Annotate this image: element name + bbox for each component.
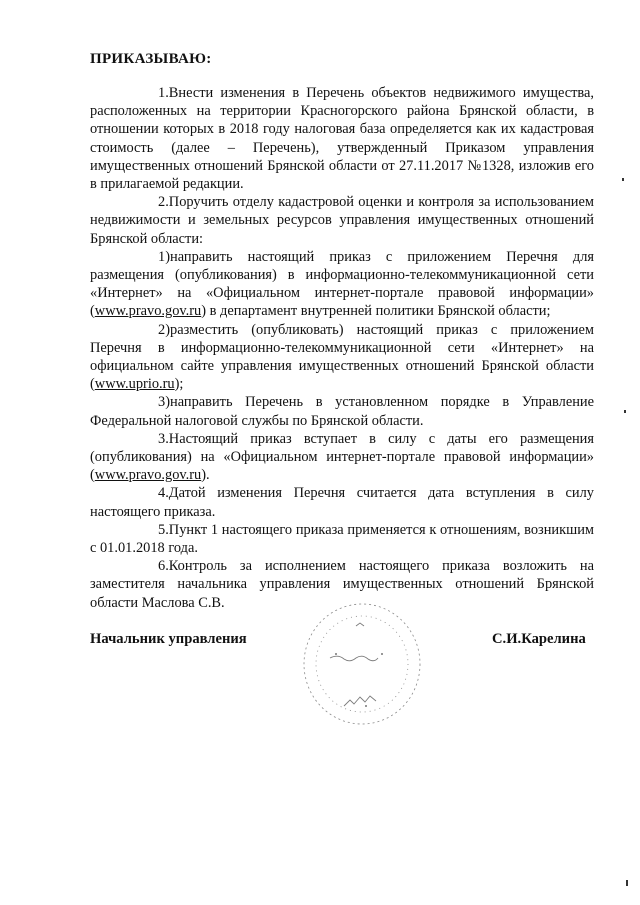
item-text: );	[174, 376, 184, 393]
item-text: Поручить отделу кадастровой оценки и контроля за использованием недвижимости и земельных ресурсов управления имущественных отношений Брянской области:	[90, 194, 594, 247]
order-heading: ПРИКАЗЫВАЮ:	[90, 51, 212, 67]
order-body	[90, 84, 594, 612]
item-text: направить Перечень в установленном порядке в Управление Федеральной налоговой службы по Брянской области.	[90, 394, 594, 429]
item-number: 3)	[158, 394, 170, 411]
order-item	[90, 521, 594, 557]
item-text: Внести изменения в Перечень объектов недвижимого имущества, расположенных на территории Красногорского района Брянской области, в отношении которых в 2018 году налоговая база определяется как их кадастровая стоимость (далее – Перечень), утвержденный Приказом управления имущественных отношений Брянской области от 27.11.2017 №1328, изложив его в прилагаемой редакции.	[90, 85, 594, 193]
order-item	[90, 321, 594, 394]
scan-speck	[624, 410, 626, 413]
order-item	[90, 248, 594, 321]
order-item	[90, 84, 594, 193]
item-text: Контроль за исполнением настоящего приказа возложить на заместителя начальника управления имущественных отношений Брянской области Маслова С.В.	[90, 558, 594, 611]
scan-speck	[626, 880, 628, 886]
item-number: 1.	[158, 85, 169, 101]
scan-speck	[622, 178, 624, 181]
order-item	[90, 430, 594, 485]
item-text: направить настоящий приказ с приложением Перечня для размещения (опубликования) в информационно-телекоммуникационной сети «Интернет» на «Официальном интернет-портале правовой информации» (	[90, 248, 594, 320]
item-text: Настоящий приказ вступает в силу с даты его размещения (опубликования) на «Официальном интернет-портале правовой информации» (	[90, 430, 594, 484]
order-item	[90, 393, 594, 429]
item-number: 3.	[158, 430, 169, 447]
item-number: 5.	[158, 521, 169, 538]
item-text: Пункт 1 настоящего приказа применяется к отношениям, возникшим с 01.01.2018 года.	[90, 521, 594, 557]
item-number: 6.	[158, 558, 169, 575]
item-text: Датой изменения Перечня считается дата вступления в силу настоящего приказа.	[90, 485, 594, 520]
item-number: 4.	[158, 485, 169, 502]
official-seal-stamp-icon	[296, 594, 426, 734]
website-link[interactable]: www.pravo.gov.ru	[94, 303, 202, 320]
order-item	[90, 484, 594, 520]
item-number: 1)	[158, 248, 170, 265]
order-item	[90, 193, 594, 248]
signature-title: Начальник управления	[90, 631, 247, 647]
item-number: 2)	[158, 321, 170, 338]
signature-name: С.И.Карелина	[492, 631, 586, 647]
item-number: 2.	[158, 194, 169, 211]
item-text: ).	[201, 467, 210, 484]
website-link[interactable]: www.uprio.ru	[94, 376, 175, 393]
item-text: ) в департамент внутренней политики Брянской области;	[201, 303, 551, 320]
item-text: разместить (опубликовать) настоящий приказ с приложением Перечня в информационно-телекоммуникационной сети «Интернет» на официальном сайте управления имущественных отношений Брянской области (	[90, 321, 594, 393]
website-link[interactable]: www.pravo.gov.ru	[94, 467, 202, 484]
